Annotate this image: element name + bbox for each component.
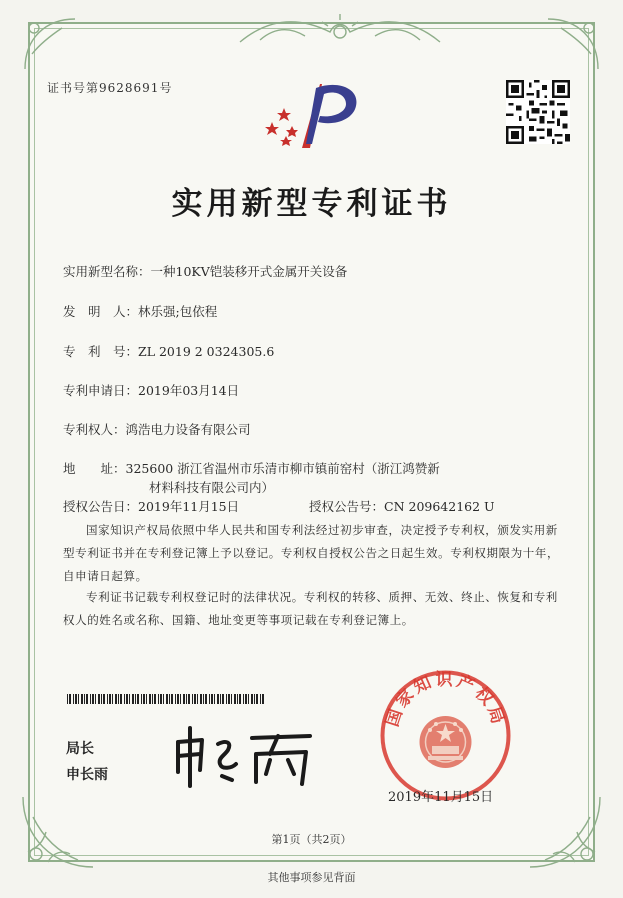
field-label: 发 明 人： xyxy=(63,304,139,319)
field-grant-date xyxy=(63,497,239,515)
barcode-bar xyxy=(239,694,241,704)
barcode-bar xyxy=(197,694,198,704)
logo-stars xyxy=(265,108,298,146)
field-utility-name xyxy=(63,262,347,280)
barcode-bar xyxy=(126,694,128,704)
barcode-bar xyxy=(132,694,134,704)
barcode-bar xyxy=(220,694,221,704)
field-value: 林乐强;包依程 xyxy=(138,304,218,319)
barcode-bar xyxy=(217,694,219,704)
barcode-bar xyxy=(248,694,249,704)
barcode-bar xyxy=(200,694,202,704)
page-number: 第1页（共2页） xyxy=(271,833,352,846)
barcode-bar xyxy=(86,694,88,704)
barcode-bar xyxy=(152,694,153,704)
corner-ornament-top-right xyxy=(543,14,603,74)
barcode-bar xyxy=(237,694,238,704)
barcode-bar xyxy=(214,694,215,704)
barcode-bar xyxy=(69,694,71,704)
barcode-bar xyxy=(256,694,258,704)
barcode-bar xyxy=(209,694,210,704)
field-inventor xyxy=(63,302,217,320)
barcode-bar xyxy=(169,694,170,704)
top-ornament xyxy=(230,12,450,52)
barcode-bar xyxy=(226,694,227,704)
barcode-bar xyxy=(175,694,176,704)
barcode-bar xyxy=(222,694,224,704)
barcode-bar xyxy=(158,694,159,704)
cnipa-logo xyxy=(262,78,362,150)
barcode-bar xyxy=(243,694,244,704)
director-name: 申长雨 xyxy=(66,767,108,783)
field-label: 授权公告号： xyxy=(309,499,385,514)
barcode-bar xyxy=(171,694,173,704)
barcode-bar xyxy=(183,694,185,704)
field-label: 授权公告日： xyxy=(63,499,139,514)
barcode-bar xyxy=(124,694,125,704)
qr-code xyxy=(506,80,570,144)
barcode-bar xyxy=(186,694,187,704)
barcode-bar xyxy=(129,694,130,704)
field-label: 专利申请日： xyxy=(63,383,139,398)
barcode-bar xyxy=(160,694,162,704)
barcode-bar xyxy=(78,694,79,704)
logo-blue-p xyxy=(306,85,356,144)
barcode-bar xyxy=(251,694,253,704)
page-title: 实用新型专利证书 xyxy=(171,186,452,222)
barcode-bar xyxy=(231,694,232,704)
director-title: 局长 xyxy=(66,741,94,757)
field-value: ZL 2019 2 0324305.6 xyxy=(138,344,275,359)
barcode-bar xyxy=(228,694,230,704)
barcode xyxy=(67,689,267,699)
barcode-bar xyxy=(188,694,190,704)
barcode-bar xyxy=(194,694,196,704)
paragraph-grant-statement: 国家知识产权局依照中华人民共和国专利法经过初步审查，决定授予专利权，颁发实用新型专利证书并在专利登记簿上予以登记。专利权自授权公告之日起生效。专利权期限为十年，自申请日起算。 xyxy=(63,523,560,583)
field-label: 地 址： xyxy=(63,461,126,476)
barcode-bar xyxy=(92,694,94,704)
barcode-bar xyxy=(211,694,213,704)
field-address xyxy=(63,459,440,477)
barcode-bar xyxy=(75,694,77,704)
barcode-bar xyxy=(137,694,139,704)
barcode-bar xyxy=(177,694,179,704)
barcode-bar xyxy=(254,694,255,704)
field-value: CN 209642162 U xyxy=(384,499,495,514)
field-value: 2019年11月15日 xyxy=(138,499,240,514)
national-emblem xyxy=(420,716,472,768)
barcode-bar xyxy=(260,694,261,704)
barcode-bar xyxy=(262,694,264,704)
field-grant-publication-number xyxy=(309,497,495,515)
barcode-bar xyxy=(141,694,142,704)
seal-text: 国家知识产权局 xyxy=(382,670,509,730)
barcode-bar xyxy=(180,694,181,704)
barcode-bar xyxy=(245,694,247,704)
barcode-bar xyxy=(120,694,122,704)
paragraph-legal-status: 专利证书记载专利权登记时的法律状况。专利权的转移、质押、无效、终止、恢复和专利权人的姓名或名称、国籍、地址变更等事项记载在专利登记簿上。 xyxy=(63,590,558,627)
barcode-bar xyxy=(166,694,168,704)
barcode-bar xyxy=(73,694,74,704)
barcode-bar xyxy=(154,694,156,704)
barcode-bar xyxy=(101,694,102,704)
barcode-bar xyxy=(163,694,164,704)
barcode-bar xyxy=(90,694,91,704)
field-value: 鸿浩电力设备有限公司 xyxy=(125,422,251,437)
seal-date: 2019年11月15日 xyxy=(388,790,494,805)
barcode-bar xyxy=(192,694,193,704)
barcode-bar xyxy=(81,694,83,704)
field-label: 专 利 号： xyxy=(63,344,139,359)
field-patentee xyxy=(63,420,251,438)
corner-ornament-top-left xyxy=(20,14,80,74)
barcode-bar xyxy=(143,694,145,704)
barcode-bar xyxy=(205,694,207,704)
field-patent-number xyxy=(63,342,274,360)
official-seal xyxy=(378,668,513,803)
certificate-number: 证书号第9628691号 xyxy=(47,81,173,95)
barcode-bar xyxy=(103,694,105,704)
barcode-bar xyxy=(115,694,117,704)
field-value: 2019年03月14日 xyxy=(138,383,240,398)
barcode-bar xyxy=(98,694,100,704)
footer-note: 其他事项参见背面 xyxy=(267,871,356,884)
barcode-bar xyxy=(112,694,113,704)
barcode-bar xyxy=(149,694,151,704)
barcode-bar xyxy=(146,694,147,704)
barcode-bar xyxy=(109,694,111,704)
field-value: 325600 浙江省温州市乐清市柳市镇前窑村（浙江鸿赞新 xyxy=(125,461,440,476)
barcode-bar xyxy=(203,694,204,704)
barcode-bar xyxy=(135,694,136,704)
barcode-bar xyxy=(67,694,68,704)
barcode-bar xyxy=(95,694,96,704)
barcode-bar xyxy=(118,694,119,704)
field-filing-date xyxy=(63,381,239,399)
signature xyxy=(170,720,320,790)
field-value: 一种10KV铠装移开式金属开关设备 xyxy=(150,264,348,279)
barcode-bar xyxy=(107,694,108,704)
barcode-bar xyxy=(234,694,236,704)
field-label: 实用新型名称： xyxy=(63,264,151,279)
field-label: 专利权人： xyxy=(63,422,126,437)
field-address-line2: 材料科技有限公司内） xyxy=(149,480,275,495)
barcode-bar xyxy=(84,694,85,704)
